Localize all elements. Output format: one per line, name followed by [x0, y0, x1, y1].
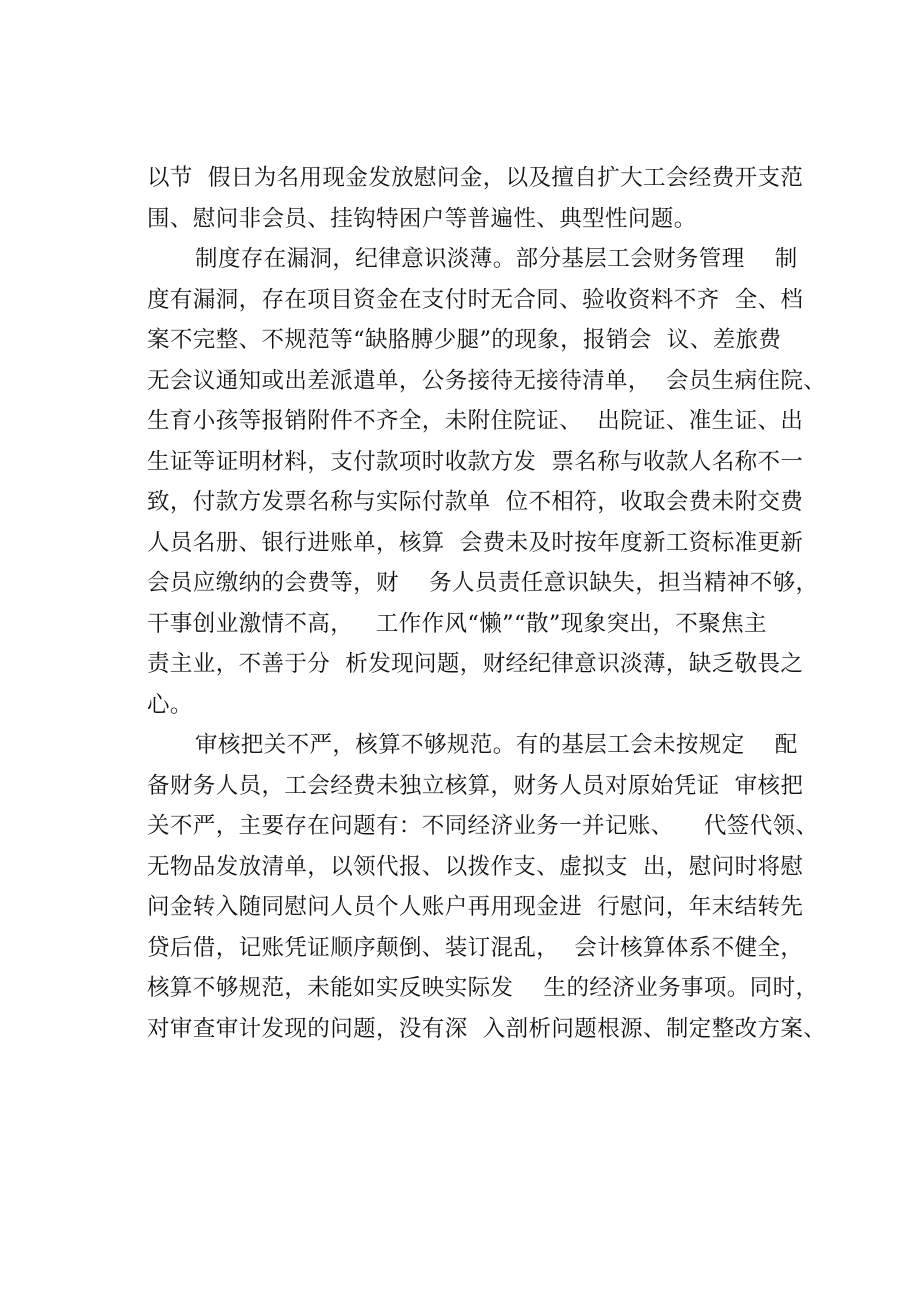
- text-line: 会员应缴纳的会费等，财 务人员责任意识缺失，担当精神不够，: [147, 570, 819, 596]
- text-line: 案不完整、不规范等“缺胳膊少腿”的现象，报销会 议、差旅费: [147, 327, 782, 353]
- text-line: 致，付款方发票名称与实际付款单 位不相符，收取会费未附交费: [147, 489, 804, 515]
- text-line: 责主业，不善于分 析发现问题，财经纪律意识淡薄，缺乏敬畏之: [147, 651, 804, 677]
- text-line: 核算不够规范，未能如实反映实际发 生的经济业务事项。同时，: [147, 975, 819, 1001]
- text-line: 关不严，主要存在问题有：不同经济业务一并记账、 代签代领、: [147, 813, 819, 839]
- text-line: 无物品发放清单，以领代报、以拨作支、虚拟支 出，慰问时将慰: [147, 853, 804, 880]
- text-line: 围、慰问非会员、挂钩特困户等普遍性、典型性问题。: [147, 205, 697, 232]
- text-line: 人员名册、银行进账单，核算 会费未及时按年度新工资标准更新: [147, 529, 804, 556]
- text-line: 心。: [147, 691, 193, 718]
- text-line: 生育小孩等报销附件不齐全，未附住院证、 出院证、准生证、出: [147, 408, 804, 434]
- text-line: 生证等证明材料，支付款项时收款方发 票名称与收款人名称不一: [147, 448, 804, 475]
- text-line: 问金转入随同慰问人员个人账户再用现金进 行慰问，年末结转先: [147, 894, 804, 920]
- paragraph-heading-line: 审核把关不严，核算不够规范。有的基层工会未按规定 配: [195, 732, 798, 758]
- text-line: 备财务人员，工会经费未独立核算，财务人员对原始凭证 审核把: [147, 772, 804, 799]
- document-body: [147, 158, 827, 1049]
- text-line: 对审查审计发现的问题，没有深 入剖析问题根源、制定整改方案、: [147, 1015, 827, 1042]
- text-line: 度有漏洞，存在项目资金在支付时无合同、验收资料不齐 全、档: [147, 286, 804, 313]
- text-line: 以节 假日为名用现金发放慰问金，以及擅自扩大工会经费开支范: [147, 165, 804, 191]
- paragraph-heading-line: 制度存在漏洞，纪律意识淡薄。部分基层工会财务管理 制: [195, 246, 798, 272]
- text-line: 贷后借，记账凭证顺序颠倒、装订混乱， 会计核算体系不健全，: [147, 934, 804, 961]
- text-line: 无会议通知或出差派遣单，公务接待无接待清单， 会员生病住院、: [147, 367, 827, 394]
- text-line: 干事创业激情不高， 工作作风“懒”“散”现象突出，不聚焦主: [147, 610, 767, 637]
